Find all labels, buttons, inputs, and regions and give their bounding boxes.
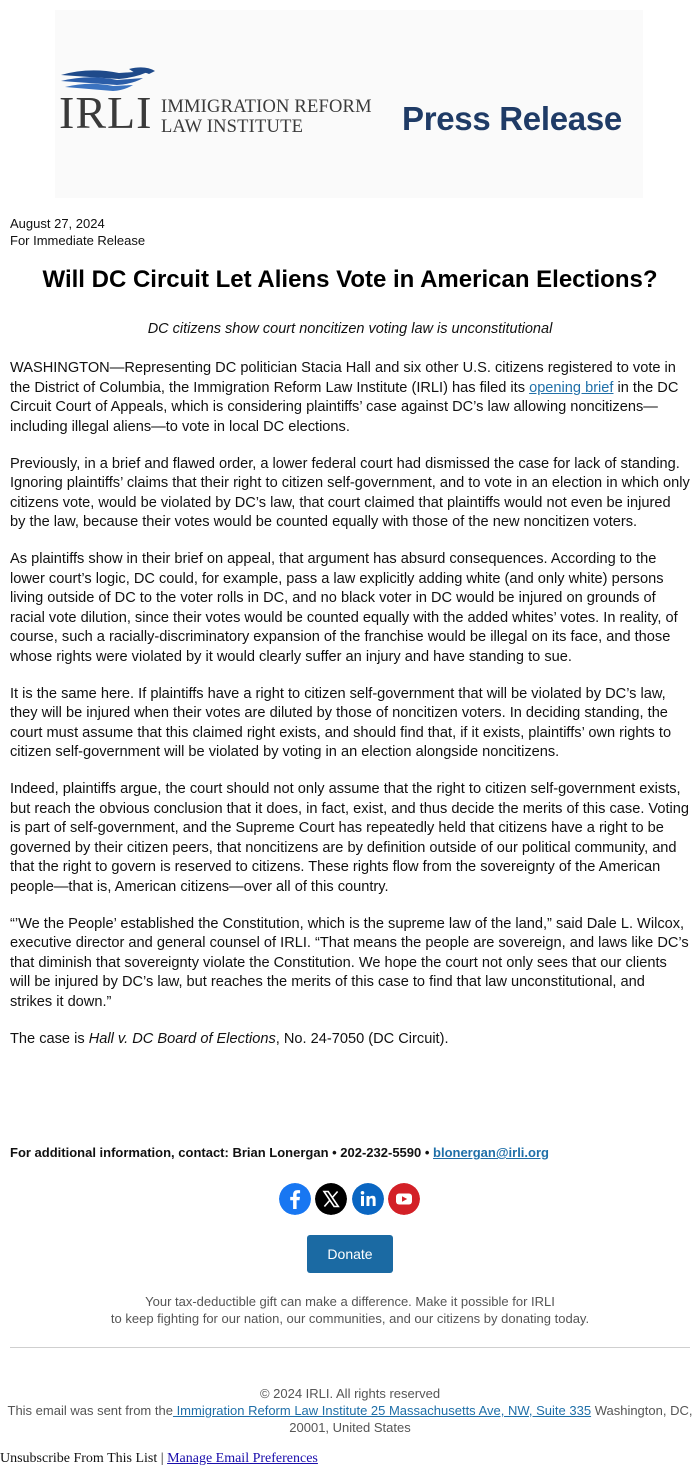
p1-text-before: WASHINGTON—Representing DC politician Stacia Hall and six other U.S. citizens registered to vote in the District of Columbia, the Immigration Reform Law Institute (IRLI) has filed its xyxy=(10,360,676,396)
logo-line-2: LAW INSTITUTE xyxy=(161,117,304,137)
youtube-icon[interactable] xyxy=(388,1183,420,1215)
donate-button[interactable]: Donate xyxy=(307,1235,393,1273)
contact-text: For additional information, contact: Brian Lonergan • 202-232-5590 • xyxy=(10,1145,434,1160)
unsubscribe-text[interactable]: Unsubscribe From This List xyxy=(0,1451,158,1466)
social-links xyxy=(279,1183,421,1216)
paragraph-1 xyxy=(10,359,690,437)
press-release-heading: Press Release xyxy=(402,100,622,137)
donation-tagline xyxy=(0,1293,700,1327)
paragraph-2: Previously, in a brief and flawed order, a lower federal court had dismissed the case for lack of standing. Ignoring plaintiffs’ claims that their right to citizen self-government, and to vote in an election in which only citizens vote, would be violated by DC’s law, that court claimed that plaintiffs would not even be injured by the law, because their votes would be counted equally with those of the new noncitizen voters. xyxy=(10,455,690,530)
logo-letters: IRLI xyxy=(59,87,153,138)
article-title: Will DC Circuit Let Aliens Vote in American Elections? xyxy=(42,266,658,293)
dateline xyxy=(10,215,145,249)
p7-text-before: The case is xyxy=(10,1030,89,1047)
header-banner xyxy=(55,10,643,198)
p1-text-after: in the DC Circuit Court of Appeals, which is considering plaintiffs’ case against DC’s law allowing noncitizens—including illegal aliens—to vote in local DC elections. xyxy=(10,379,679,435)
contact-line xyxy=(10,1145,549,1160)
article-subtitle: DC citizens show court noncitizen voting law is unconstitutional xyxy=(147,321,553,337)
facebook-icon[interactable] xyxy=(279,1183,311,1215)
article-body xyxy=(10,359,690,1067)
logo-line-1: IMMIGRATION REFORM xyxy=(161,97,372,117)
paragraph-4: It is the same here. If plaintiffs have a right to citizen self-government that will be violated by DC’s law, they will be injured when their votes are diluted by those of noncitizen voters. In deciding standing, the court must assume that this claimed right exists, and should find that, if it exists, plaintiffs’ own rights to citizen self-government will be violated by voting in an election alongside noncitizens. xyxy=(10,685,672,760)
release-date: August 27, 2024 xyxy=(10,216,105,231)
paragraph-5: Indeed, plaintiffs argue, the court should not only assume that the right to citizen self-government exists, but reach the obvious conclusion that it does, in fact, exist, and thus decide the merits of this case. Voting is part of self-government, and the Supreme Court has repeatedly held that citizens have a right to be governed by their citizen peers, that noncitizens are by definition outside of our political community, and that the right to govern is reserved to citizens. These rights flow from the sovereignty of the American people—that is, American citizens—over all of this country. xyxy=(10,781,690,895)
email-footer xyxy=(0,1385,700,1436)
irli-logo xyxy=(59,65,379,145)
sender-address-link[interactable]: Immigration Reform Law Institute 25 Massachusetts Ave, NW, Suite 335 xyxy=(172,1403,592,1418)
release-note: For Immediate Release xyxy=(10,233,146,248)
copyright: © 2024 IRLI. All rights reserved xyxy=(259,1386,441,1401)
manage-preferences-link[interactable]: Manage Email Preferences xyxy=(167,1451,318,1466)
opening-brief-link[interactable]: opening brief xyxy=(529,379,614,396)
sender-address-rest: Washington, DC, 20001, United States xyxy=(289,1403,693,1435)
paragraph-3: As plaintiffs show in their brief on appeal, that argument has absurd consequences. According to the lower court’s logic, DC could, for example, pass a law explicitly adding white (and only white) persons living outside of DC to the voter rolls in DC, and no black voter in DC would be injured on grounds of racial vote dilution, since their votes would be counted equally with the added whites’ votes. In reality, of course, such a racially-discriminatory expansion of the franchise would be illegal on its face, and those whose rights were violated by it would clearly suffer an injury and have standing to sue. xyxy=(10,551,678,665)
tagline-line-1: Your tax-deductible gift can make a difference. Make it possible for IRLI xyxy=(145,1294,555,1309)
unsubscribe-bar xyxy=(0,1451,318,1467)
sent-from-text: This email was sent from the xyxy=(7,1403,173,1418)
contact-email-link[interactable]: blonergan@irli.org xyxy=(433,1145,549,1160)
x-icon[interactable] xyxy=(315,1183,347,1215)
p7-text-after: , No. 24-7050 (DC Circuit). xyxy=(275,1030,449,1047)
footer-divider xyxy=(10,1347,690,1348)
tagline-line-2: to keep fighting for our nation, our communities, and our citizens by donating today. xyxy=(110,1311,590,1326)
linkedin-icon[interactable] xyxy=(352,1183,384,1215)
paragraph-7 xyxy=(10,1030,690,1050)
unsubscribe-separator: | xyxy=(157,1451,168,1466)
sender-info xyxy=(0,1402,700,1436)
logo-name xyxy=(161,97,372,137)
paragraph-6: “’We the People’ established the Constitution, which is the supreme law of the land,” said Dale L. Wilcox, executive director and general counsel of IRLI. “That means the people are sovereign, and laws like DC’s that diminish that sovereignty violate the Constitution. We hope the court not only sees that our clients will be injured by DC’s law, but reaches the merits of this case to find that law unconstitutional, and strikes it down.” xyxy=(10,915,689,1010)
case-name: Hall v. DC Board of Elections xyxy=(88,1030,276,1047)
